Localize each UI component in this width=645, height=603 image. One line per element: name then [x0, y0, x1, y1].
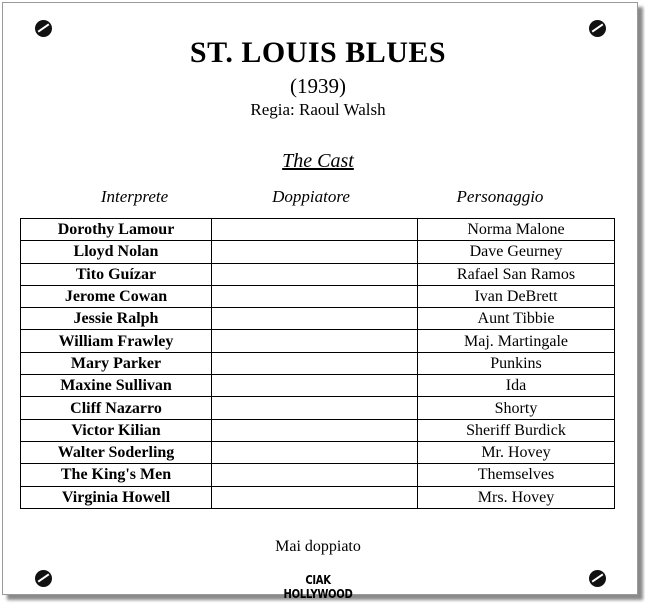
character-cell: Punkins — [418, 352, 615, 374]
screw-icon-top-left — [35, 20, 52, 37]
dubber-cell — [212, 441, 418, 463]
actor-cell: Virginia Howell — [21, 486, 212, 508]
dubber-cell — [212, 241, 418, 263]
dubber-cell — [212, 263, 418, 285]
actor-cell: Dorothy Lamour — [21, 219, 212, 241]
dubber-cell — [212, 285, 418, 307]
dubber-cell — [212, 219, 418, 241]
actor-cell: Jerome Cowan — [21, 285, 212, 307]
character-cell: Dave Geurney — [418, 241, 615, 263]
dubber-cell — [212, 464, 418, 486]
table-row — [21, 419, 615, 441]
character-cell: Maj. Martingale — [418, 330, 615, 352]
film-year: (1939) — [290, 74, 346, 98]
character-cell: Shorty — [418, 397, 615, 419]
character-cell: Mrs. Hovey — [418, 486, 615, 508]
table-row — [21, 486, 615, 508]
column-header-character: Personaggio — [456, 187, 544, 206]
character-cell: Aunt Tibbie — [418, 308, 615, 330]
table-row — [21, 464, 615, 486]
actor-cell: Maxine Sullivan — [21, 375, 212, 397]
dubber-cell — [212, 397, 418, 419]
character-cell: Mr. Hovey — [418, 441, 615, 463]
dubber-cell — [212, 352, 418, 374]
actor-cell: Mary Parker — [21, 352, 212, 374]
ciak-hollywood-logo: CIAK HOLLYWOOD — [283, 574, 353, 602]
dubbing-note: Mai doppiato — [275, 538, 361, 555]
actor-cell: Lloyd Nolan — [21, 241, 212, 263]
screw-icon-bottom-right — [589, 570, 606, 587]
dubber-cell — [212, 308, 418, 330]
film-director: Regia: Raoul Walsh — [250, 100, 386, 119]
dubber-cell — [212, 419, 418, 441]
actor-cell: Tito Guízar — [21, 263, 212, 285]
character-cell: Rafael San Ramos — [418, 263, 615, 285]
actor-cell: The King's Men — [21, 464, 212, 486]
screw-icon-bottom-left — [35, 570, 52, 587]
column-header-actor: Interprete — [100, 187, 169, 206]
character-cell: Sheriff Burdick — [418, 419, 615, 441]
column-header-dubber: Doppiatore — [272, 187, 350, 206]
actor-cell: Victor Kilian — [21, 419, 212, 441]
actor-cell: Walter Soderling — [21, 441, 212, 463]
dubber-cell — [212, 375, 418, 397]
table-row — [21, 441, 615, 463]
actor-cell: Jessie Ralph — [21, 308, 212, 330]
actor-cell: Cliff Nazarro — [21, 397, 212, 419]
table-row — [21, 241, 615, 263]
table-row — [21, 308, 615, 330]
character-cell: Norma Malone — [418, 219, 615, 241]
table-row — [21, 285, 615, 307]
cast-table — [20, 218, 615, 509]
dubber-cell — [212, 330, 418, 352]
table-row — [21, 375, 615, 397]
table-row — [21, 219, 615, 241]
character-cell: Themselves — [418, 464, 615, 486]
cast-heading: The Cast — [282, 150, 354, 172]
character-cell: Ivan DeBrett — [418, 285, 615, 307]
table-row — [21, 330, 615, 352]
dubber-cell — [212, 486, 418, 508]
actor-cell: William Frawley — [21, 330, 212, 352]
film-title: ST. LOUIS BLUES — [189, 36, 447, 69]
screw-icon-top-right — [589, 20, 606, 37]
character-cell: Ida — [418, 375, 615, 397]
table-row — [21, 263, 615, 285]
table-row — [21, 397, 615, 419]
table-row — [21, 352, 615, 374]
